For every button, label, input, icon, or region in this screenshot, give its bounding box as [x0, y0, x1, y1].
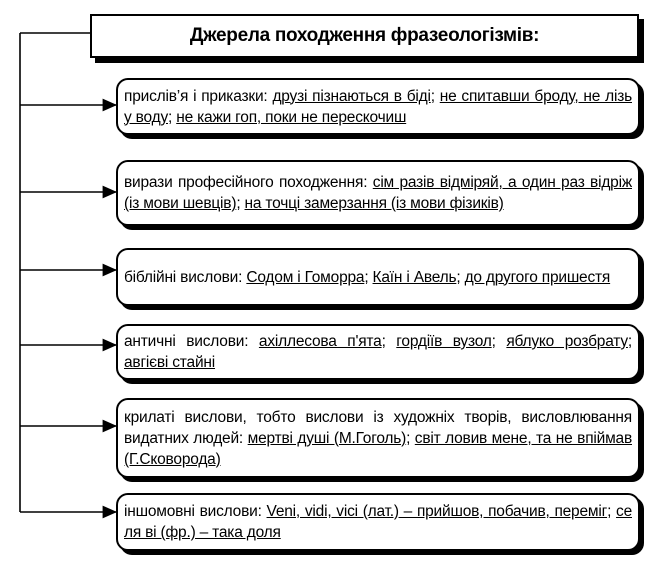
example-phrase: авгієві стайні [124, 354, 216, 371]
source-box-biblical [116, 248, 640, 306]
diagram-title: Джерела походження фразеологізмів: [90, 14, 639, 58]
example-phrase: мертві душі (М.Гоголь) [247, 429, 407, 447]
example-phrase: не спитавши броду, не лізь у воду [124, 87, 632, 126]
example-separator: ; [168, 108, 177, 126]
source-box-winged [116, 398, 640, 478]
example-phrase: гордіїв вузол [396, 333, 492, 350]
example-phrase: Каїн і Авель [372, 268, 457, 286]
example-phrase: до другого пришестя [464, 268, 611, 286]
source-text [124, 267, 632, 288]
example-separator: ; [491, 333, 507, 350]
example-separator: ; [430, 87, 440, 105]
source-box-proverbs [116, 78, 640, 135]
example-phrase: ахіллесова п'ята [258, 333, 382, 350]
source-label: крилаті вислови, тобто вислови із художніх творів, висловлювання видатних людей: [124, 408, 632, 447]
example-phrase: Veni, vidi, vici (лат.) – прийшов, побачив, переміг [266, 503, 608, 520]
example-phrase: не кажи гоп, поки не перескочиш [176, 108, 407, 126]
example-phrase: сім разів відміряй, а один раз відріж (із мови шевців) [124, 174, 632, 212]
source-text [124, 331, 632, 373]
example-phrase: на точці замерзання (із мови фізиків) [244, 195, 504, 212]
example-phrase: Содом і Гоморра [246, 268, 365, 286]
example-separator: ; [456, 268, 465, 286]
source-label: іншомовні вислови: [124, 503, 262, 520]
source-text [124, 501, 632, 543]
example-separator: ; [381, 333, 397, 350]
source-text [124, 172, 632, 214]
example-separator: ; [607, 503, 617, 520]
source-box-foreign [116, 493, 640, 551]
source-label: біблійні вислови: [124, 268, 243, 286]
example-phrase: друзі пізнаються в біді [272, 87, 431, 105]
example-phrase: світ ловив мене, та не впіймав (Г.Сковорода) [124, 429, 632, 468]
source-box-professional [116, 160, 640, 226]
source-label: прислів’я і приказки: [124, 87, 268, 105]
example-phrase: се ля ві (фр.) – така доля [124, 503, 632, 541]
source-label: античні вислови: [124, 333, 249, 350]
example-separator: ; [236, 195, 245, 212]
source-box-antique [116, 324, 640, 380]
example-separator: ; [627, 333, 633, 350]
example-separator: ; [364, 268, 373, 286]
source-text [124, 86, 632, 128]
source-label: вирази професійного походження: [124, 174, 368, 191]
source-text [124, 407, 632, 470]
example-phrase: яблуко розбрату [506, 333, 628, 350]
example-separator: ; [406, 429, 415, 447]
